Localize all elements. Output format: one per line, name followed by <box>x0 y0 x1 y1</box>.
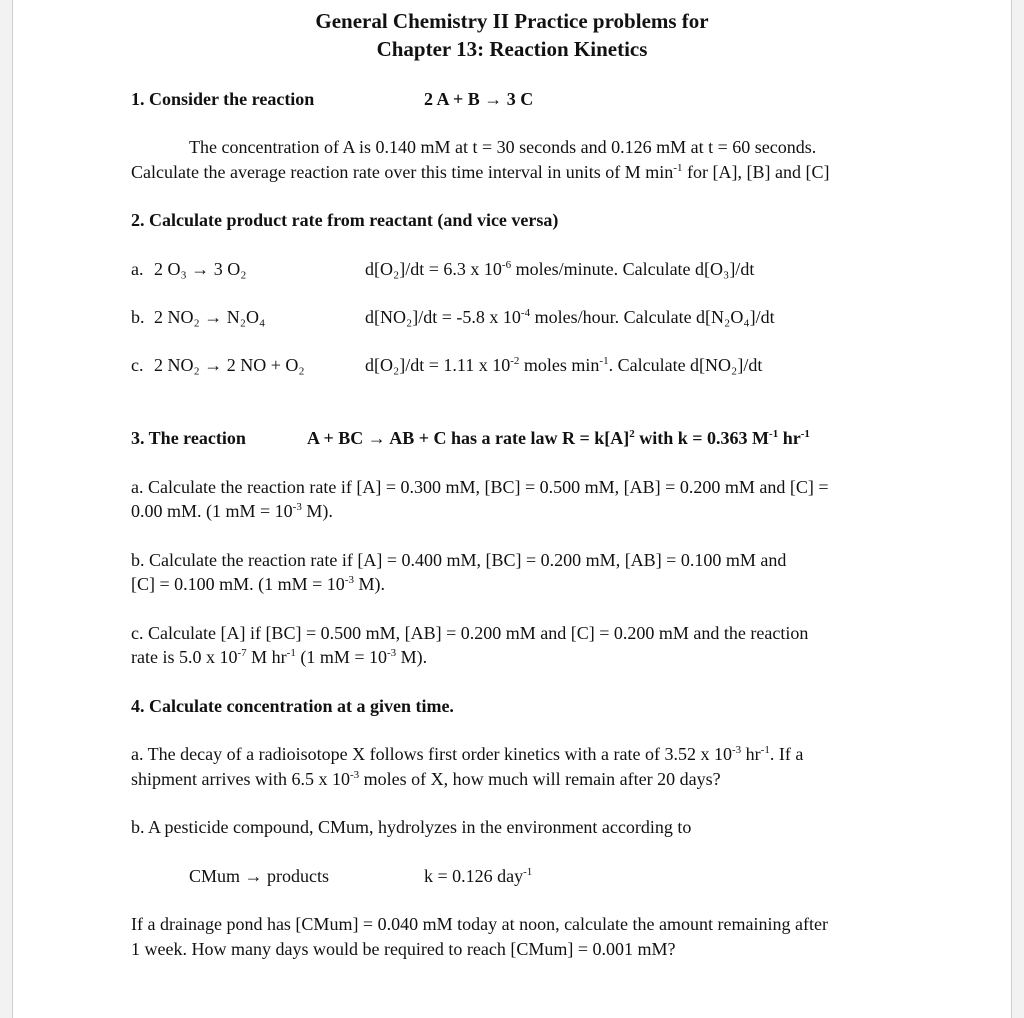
q1-heading: 1. Consider the reaction <box>131 89 315 109</box>
q2-b-given: d[NO₂]/dt = -5.8 x $10^{-4}$ moles/hour. Calculate d[N₂O₄]/dt <box>365 307 775 327</box>
q4-b-line-4: 1 week. How many days would be required to reach [CMum] = 0.001 mM? <box>131 939 676 959</box>
q2-b-reaction: 2 NO₂ → N₂O₄ <box>154 307 266 327</box>
q2-heading: 2. Calculate product rate from reactant (and vice versa) <box>131 210 559 230</box>
q4-b-line-3: If a drainage pond has [CMum] = 0.040 mM today at noon, calculate the amount remaining after <box>131 914 828 934</box>
q4-b-rate-constant: k = 0.126 day$^{-1}$ <box>424 866 533 886</box>
q4-heading: 4. Calculate concentration at a given time. <box>131 696 454 716</box>
q3-b-line-1: b. Calculate the reaction rate if [A] = 0.400 mM, [BC] = 0.200 mM, [AB] = 0.100 mM and <box>131 550 787 570</box>
q2-b-label: b. <box>131 307 145 327</box>
q3-heading: 3. The reaction <box>131 428 246 448</box>
q1-text-line-1: The concentration of A is 0.140 mM at t = 30 seconds and 0.126 mM at t = 60 seconds. <box>189 137 817 157</box>
q4-a-line-1: a. The decay of a radioisotope X follows first order kinetics with a rate of 3.52 x $10^{-3}$ $hr^{-1}$. If a <box>131 744 804 764</box>
q2-a-reaction: 2 O₃ → 3 O₂ <box>154 259 247 279</box>
q2-a-given: d[O₂]/dt = 6.3 x $10^{-6}$ moles/minute. Calculate d[O₃]/dt <box>365 259 755 279</box>
q3-c-line-2: rate is 5.0 x $10^{-7}$ M $hr^{-1}$ (1 mM = $10^{-3}$ M). <box>131 647 428 667</box>
q2-c-label: c. <box>131 355 144 375</box>
document-title-line-2: Chapter 13: Reaction Kinetics <box>376 37 648 61</box>
q2-c-given: d[O₂]/dt = 1.11 x $10^{-2}$ moles $\min^{-1}$. Calculate d[NO₂]/dt <box>365 355 763 375</box>
q3-b-line-2: [C] = 0.100 mM. (1 mM = $10^{-3}$ M). <box>131 574 385 594</box>
q3-a-line-2: 0.00 mM. (1 mM = $10^{-3}$ M). <box>131 501 333 521</box>
q1-reaction: 2 A + B → 3 C <box>424 89 534 109</box>
q2-c-reaction: 2 NO₂ → 2 NO + O₂ <box>154 355 305 375</box>
q4-a-line-2: shipment arrives with 6.5 x $10^{-3}$ moles of X, how much will remain after 20 days? <box>131 769 721 789</box>
q4-b-line-1: b. A pesticide compound, CMum, hydrolyzes in the environment according to <box>131 817 692 837</box>
q1-text-line-2: Calculate the average reaction rate over this time interval in units of M $\min^{-1}$ for [A], [B] and [C] <box>131 162 830 182</box>
document-title-line-1: General Chemistry II Practice problems for <box>315 9 709 33</box>
q3-c-line-1: c. Calculate [A] if [BC] = 0.500 mM, [AB] = 0.200 mM and [C] = 0.200 mM and the reaction <box>131 623 809 643</box>
q3-statement: A + BC → AB + C has a rate law $R = k[A]^2$ with k = 0.363 $M^{-1}$ $hr^{-1}$ <box>307 428 810 448</box>
q4-b-reaction: CMum → products <box>189 866 330 886</box>
q2-a-label: a. <box>131 259 144 279</box>
q3-a-line-1: a. Calculate the reaction rate if [A] = 0.300 mM, [BC] = 0.500 mM, [AB] = 0.200 mM and [C] = <box>131 477 829 497</box>
